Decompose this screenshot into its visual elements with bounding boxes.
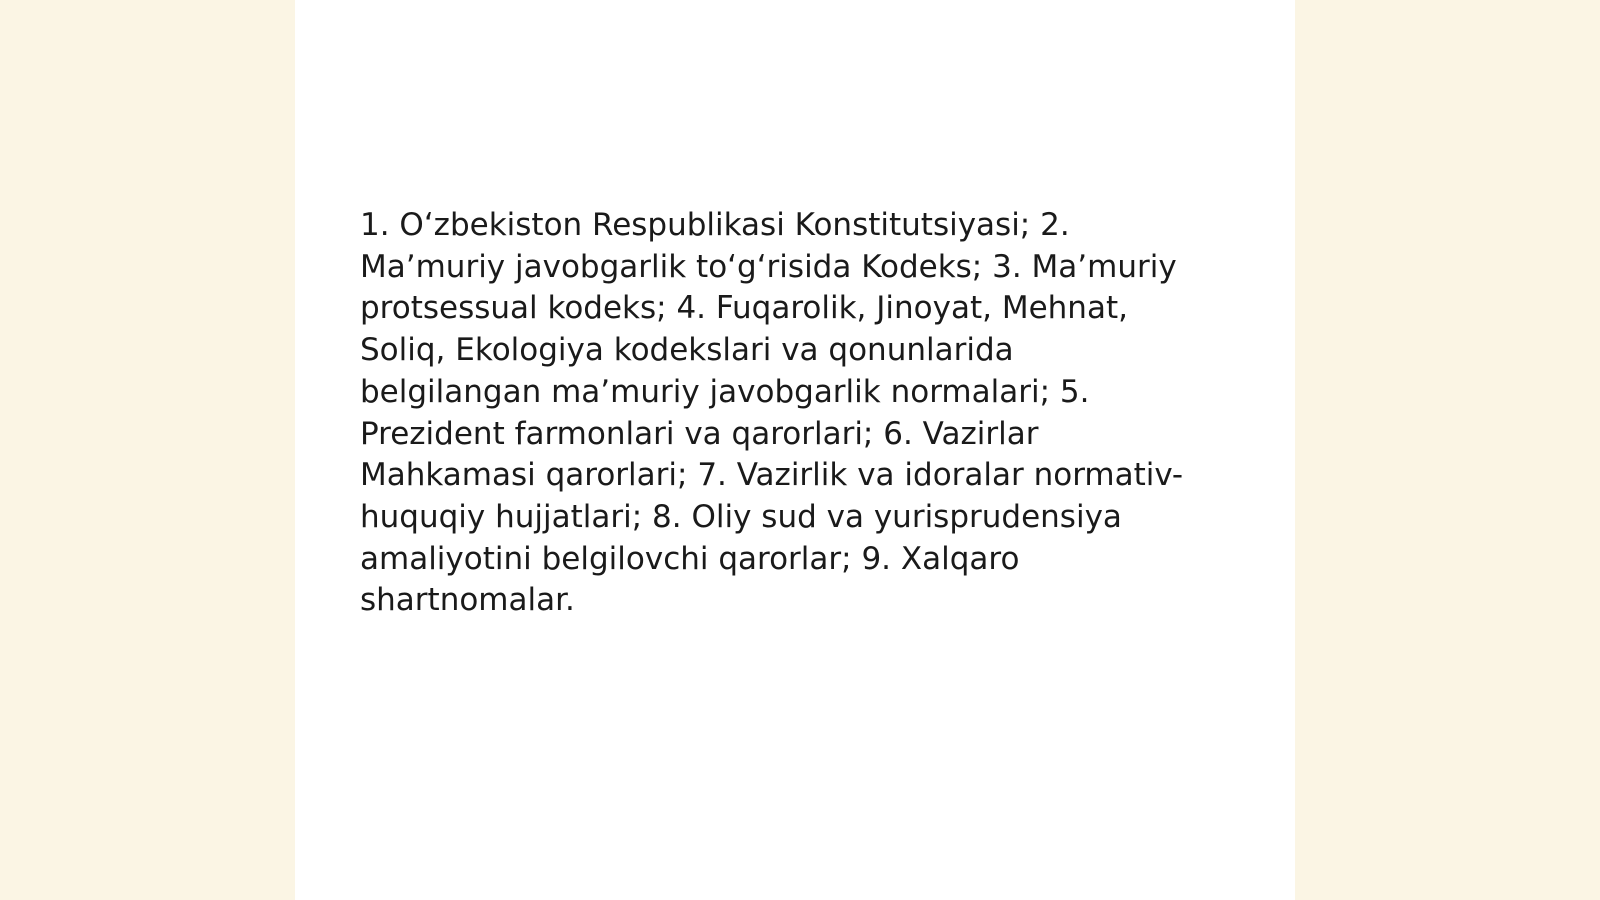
- text-line: Mahkamasi qarorlari; 7. Vazirlik va idoralar normativ-: [360, 457, 1184, 494]
- left-margin-panel: [0, 0, 295, 900]
- text-line: Ma’muriy javobgarlik to‘g‘risida Kodeks; 3. Ma’muriy: [360, 248, 1177, 285]
- text-line: 1. O‘zbekiston Respublikasi Konstitutsiyasi; 2.: [360, 207, 1070, 243]
- slide-page: [295, 0, 1295, 900]
- text-line: Soliq, Ekologiya kodekslari va qonunlarida: [360, 332, 1014, 369]
- right-margin-panel: [1295, 0, 1600, 900]
- text-line: protsessual kodeks; 4. Fuqarolik, Jinoyat, Mehnat,: [360, 290, 1128, 327]
- slide-body-text: [360, 205, 1240, 622]
- text-line: shartnomalar.: [360, 582, 575, 619]
- text-line: amaliyotini belgilovchi qarorlar; 9. Xalqaro: [360, 540, 1020, 577]
- text-line: belgilangan ma’muriy javobgarlik normalari; 5.: [360, 373, 1090, 410]
- text-line: Prezident farmonlari va qarorlari; 6. Vazirlar: [360, 415, 1039, 452]
- text-line: huquqiy hujjatlari; 8. Oliy sud va yurisprudensiya: [360, 498, 1122, 535]
